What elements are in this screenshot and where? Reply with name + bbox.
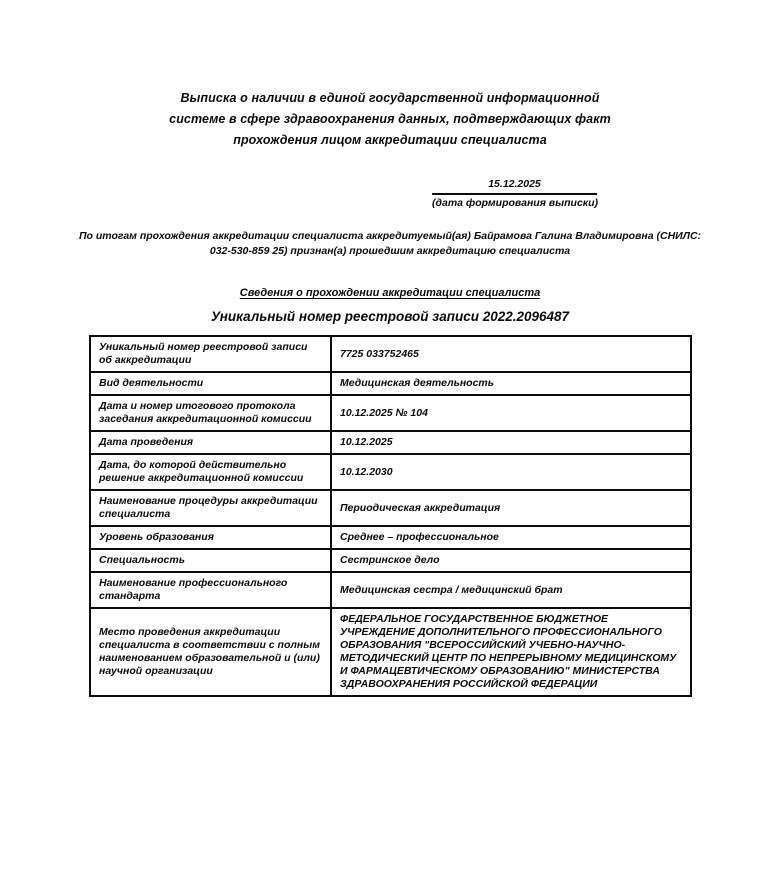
row-label: Дата и номер итогового протокола заседания аккредитационной комиссии [90, 395, 331, 431]
table-row [90, 372, 691, 395]
row-value: Медицинская деятельность [331, 372, 691, 395]
formation-date: 15.12.2025 [432, 178, 597, 195]
table-row [90, 395, 691, 431]
row-label: Наименование профессионального стандарта [90, 572, 331, 608]
table-row [90, 431, 691, 454]
document-title-line: прохождения лицом аккредитации специалиста [233, 133, 547, 147]
section-heading: Сведения о прохождении аккредитации специалиста [239, 287, 541, 299]
table-row [90, 336, 691, 372]
row-label: Уровень образования [90, 526, 331, 549]
table-row [90, 454, 691, 490]
table-row [90, 490, 691, 526]
registry-number-heading: Уникальный номер реестровой записи 2022.2096487 [210, 309, 570, 324]
row-label: Уникальный номер реестровой записи об аккредитации [90, 336, 331, 372]
row-value: 10.12.2030 [331, 454, 691, 490]
row-value: 7725 033752465 [331, 336, 691, 372]
row-value: Среднее – профессиональное [331, 526, 691, 549]
intro-paragraph-line: По итогам прохождения аккредитации специалиста аккредитуемый(ая) Байрамова Галина Владимировна (СНИЛС: [78, 230, 702, 242]
intro-paragraph [0, 229, 780, 259]
formation-date-caption: (дата формирования выписки) [432, 197, 599, 209]
document-title-line: системе в сфере здравоохранения данных, подтверждающих факт [169, 112, 611, 126]
accreditation-table-body [90, 336, 691, 696]
table-row [90, 608, 691, 696]
formation-date-block [432, 178, 597, 209]
row-label: Специальность [90, 549, 331, 572]
row-value: Периодическая аккредитация [331, 490, 691, 526]
table-row [90, 526, 691, 549]
document-title [0, 88, 780, 151]
row-value: 10.12.2025 № 104 [331, 395, 691, 431]
row-value: ФЕДЕРАЛЬНОЕ ГОСУДАРСТВЕННОЕ БЮДЖЕТНОЕ УЧРЕЖДЕНИЕ ДОПОЛНИТЕЛЬНОГО ПРОФЕССИОНАЛЬНОГО ОБРАЗОВАНИЯ "ВСЕРОССИЙСКИЙ УЧЕБНО-НАУЧНО-МЕТОДИЧЕСКИЙ ЦЕНТР ПО НЕПРЕРЫВНОМУ МЕДИЦИНСКОМУ И ФАРМАЦЕВТИЧЕСКОМУ ОБРАЗОВАНИЮ" МИНИСТЕРСТВА ЗДРАВООХРАНЕНИЯ РОССИЙСКОЙ ФЕДЕРАЦИИ [331, 608, 691, 696]
row-label: Наименование процедуры аккредитации специалиста [90, 490, 331, 526]
row-value: 10.12.2025 [331, 431, 691, 454]
accreditation-table [89, 335, 692, 697]
document-title-line: Выписка о наличии в единой государственной информационной [180, 91, 600, 105]
row-label: Место проведения аккредитации специалиста в соответствии с полным наименованием образовательной и (или) научной организации [90, 608, 331, 696]
table-row [90, 572, 691, 608]
row-value: Сестринское дело [331, 549, 691, 572]
table-row [90, 549, 691, 572]
row-value: Медицинская сестра / медицинский брат [331, 572, 691, 608]
row-label: Дата проведения [90, 431, 331, 454]
row-label: Дата, до которой действительно решение аккредитационной комиссии [90, 454, 331, 490]
row-label: Вид деятельности [90, 372, 331, 395]
intro-paragraph-line: 032-530-859 25) признан(а) прошедшим аккредитацию специалиста [209, 245, 571, 257]
